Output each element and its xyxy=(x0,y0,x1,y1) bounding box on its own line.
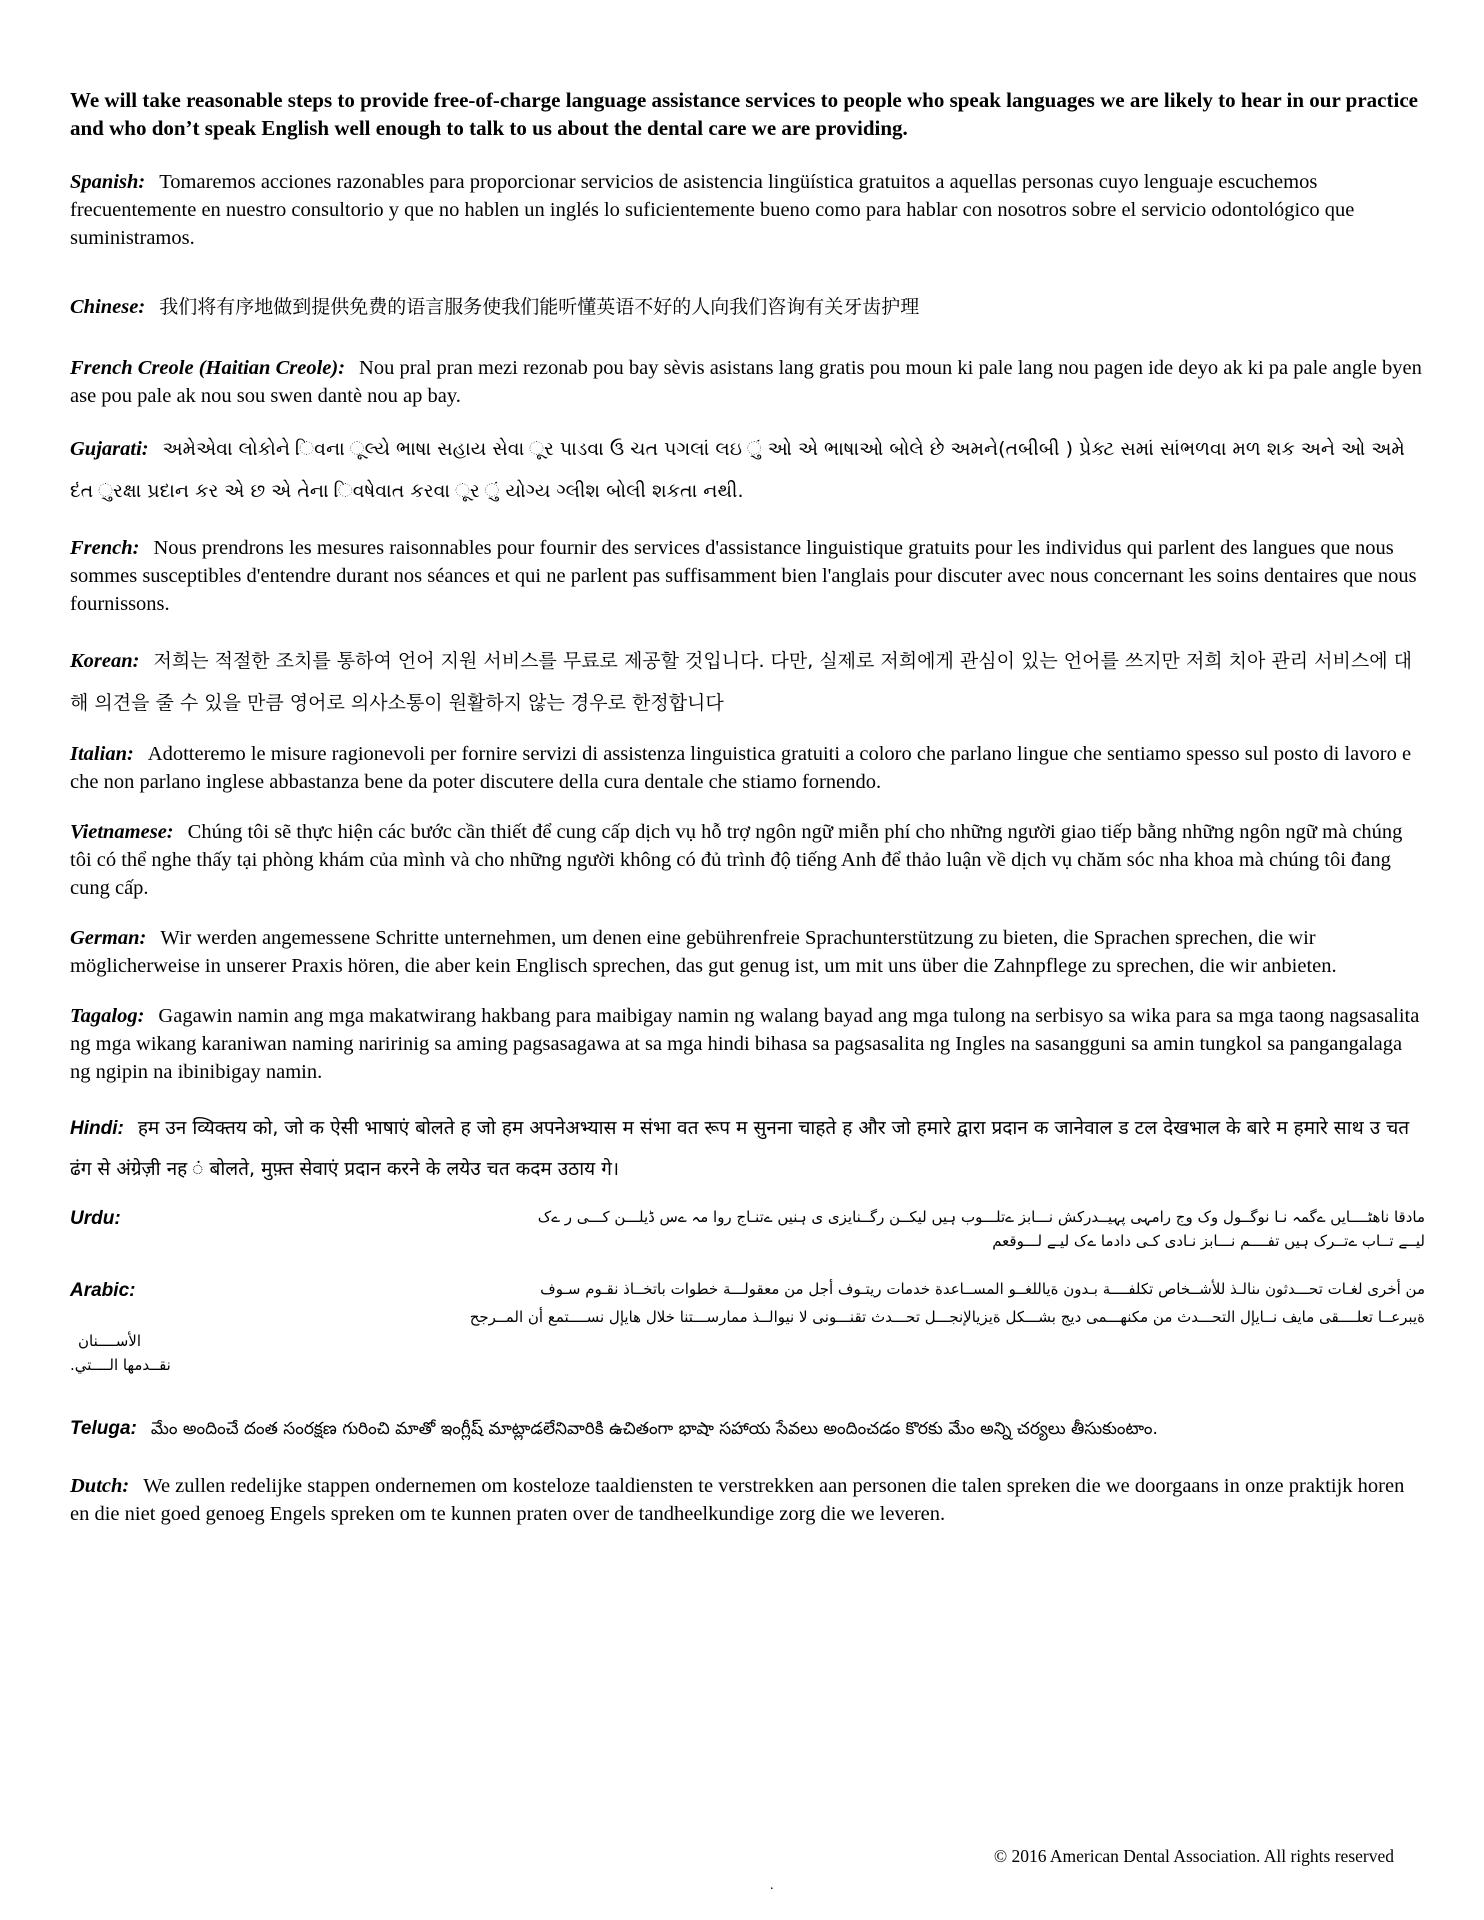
text-gujarati: અમેએવા લોકોને િવના ૂલ્યે ભાષા સહાય સેવા ૂર પાડવા ઉ ચત પગલાં લઇ ું ઓ એ ભાષાઓ બોલે છે અમને(તબીબી ) પ્રેક્ટ સમાં સાંભળવા મળ શક અને ઓ અમે દંત ુરક્ષા પ્રદાન કર એ છ એ તેના િવષેવાત કરવા ૂર ું યોગ્ય ગ્લીશ બોલી શકતા નથી. xyxy=(70,438,1405,502)
text-arabic-line-2: ةیبرعــا تعلــــقی مایف نــایإل التحـــدث من مكنهـــمی دیج بشـــكل ةیزیالإنجـــل تحـــدث تقنـــونی لا نیوالــذ ممارســـتنا خلال هایإل نســــتمع أن المــرجح xyxy=(469,1308,1425,1326)
page-dot: . xyxy=(770,1878,774,1893)
intro-statement: We will take reasonable steps to provide free-of-charge language assistance services to people who speak languages we are likely to hear in our practice and who don’t speak English well enough to talk to us about the dental care we are providing. xyxy=(70,88,1418,140)
label-chinese: Chinese: xyxy=(70,296,146,318)
label-spanish: Spanish: xyxy=(70,171,146,193)
label-tagalog: Tagalog: xyxy=(70,1005,145,1027)
text-arabic-line-3: الأســــنان xyxy=(78,1332,141,1350)
text-chinese: 我们将有序地做到提供免费的语言服务使我们能听懂英语不好的人向我们咨询有关牙齿护理 xyxy=(159,296,920,318)
notice-page xyxy=(70,86,1425,1528)
section-urdu xyxy=(70,1205,1425,1253)
text-arabic-line-4: .نقــدمها الــــتي xyxy=(70,1356,171,1374)
section-dutch xyxy=(70,1472,1425,1528)
text-vietnamese: Chúng tôi sẽ thực hiện các bước cần thiết để cung cấp dịch vụ hỗ trợ ngôn ngữ miễn phí cho những người giao tiếp bằng những ngôn ngữ mà chúng tôi có thể nghe thấy tại phòng khám của mình và cho những người không có đủ trình độ tiếng Anh để thảo luận về dịch vụ chăm sóc nha khoa mà chúng tôi đang cung cấp. xyxy=(70,821,1403,899)
label-italian: Italian: xyxy=(70,743,134,765)
text-tagalog: Gagawin namin ang mga makatwirang hakbang para maibigay namin ng walang bayad ang mga tulong na serbisyo sa wika para sa mga taong nagsasalita ng mga wikang karaniwan naming naririnig sa aming pagsasagawa at sa mga hindi bihasa sa pagsasalita ng Ingles na sasangguni sa amin tungkol sa pangangalaga ng ngipin na ibinibigay namin. xyxy=(70,1005,1420,1083)
text-spanish: Tomaremos acciones razonables para proporcionar servicios de asistencia lingüística gratuitos a aquellas personas cuyo lenguaje escuchemos frecuentemente en nuestro consultorio y que no hablen un inglés lo suficientemente bueno como para hablar con nosotros sobre el servicio odontológico que suministramos. xyxy=(70,171,1355,249)
label-teluga: Teluga: xyxy=(70,1418,137,1439)
text-italian: Adotteremo le misure ragionevoli per fornire servizi di assistenza linguistica gratuiti a coloro che parlano lingue che sentiamo spesso sul posto di lavoro e che non parlano inglese abbastanza bene da poter discutere della cura dentale che stiamo fornendo. xyxy=(70,743,1412,793)
section-french-creole xyxy=(70,354,1425,410)
copyright-footer: © 2016 American Dental Association. All rights reserved xyxy=(993,1846,1394,1866)
section-tagalog xyxy=(70,1002,1425,1086)
label-french-creole: French Creole (Haitian Creole): xyxy=(70,357,346,379)
text-korean: 저희는 적절한 조치를 통하여 언어 지원 서비스를 무료로 제공할 것입니다. 다만, 실제로 저희에게 관심이 있는 언어를 쓰지만 저희 치아 관리 서비스에 대해 의견을 줄 수 있을 만큼 영어로 의사소통이 원활하지 않는 경우로 한정합니다 xyxy=(70,650,1412,714)
text-german: Wir werden angemessene Schritte unternehmen, um denen eine gebührenfreie Sprachunterstützung zu bieten, die Sprachen sprechen, die wir möglicherweise in unserer Praxis hören, die aber kein Englisch sprechen, das gut genug ist, um mit uns über die Zahnpflege zu sprechen, die wir anbieten. xyxy=(70,927,1337,977)
label-arabic: Arabic: xyxy=(70,1280,136,1301)
section-vietnamese xyxy=(70,818,1425,902)
text-french-creole: Nou pral pran mezi rezonab pou bay sèvis asistans lang gratis pou moun ki pale lang nou pagen ide deyo ak ki pa pale angle byen ase pou pale ak nou sou swen dantè nou ap bay. xyxy=(70,357,1422,407)
label-german: German: xyxy=(70,927,147,949)
section-gujarati xyxy=(70,428,1425,512)
section-chinese xyxy=(70,286,1425,328)
label-vietnamese: Vietnamese: xyxy=(70,821,174,843)
section-german xyxy=(70,924,1425,980)
label-korean: Korean: xyxy=(70,650,140,672)
text-teluga: మేం అందించే దంత సంరక్షణ గురించి మాతో ఇంగ్లీష్ మాట్లాడలేనివారికి ఉచితంగా భాషా సహాయ సేవలు అందించడం కొరకు మేం అన్ని చర్యలు తీసుకుంటాం. xyxy=(150,1419,1158,1439)
text-urdu-line-2: لیــے تــاب ےتــرک ہیں تفــــم نـــابز نـادی کـی دادما ےک لیـے لـــوقعم xyxy=(992,1232,1425,1250)
label-urdu: Urdu: xyxy=(70,1208,121,1229)
text-french: Nous prendrons les mesures raisonnables pour fournir des services d'assistance linguistique gratuits pour les individus qui parlent des langues que nous sommes susceptibles d'entendre durant nos séances et qui ne parlent pas suffisamment bien l'anglais pour discuter avec nous concernant les soins dentaires que nous fournissons. xyxy=(70,537,1417,615)
section-french xyxy=(70,534,1425,618)
text-urdu-line-1: مادقا ناھٹــــایں ےگمہ نـا نوگــول وک وج رامہی پہیــدرکش نـــابز ےتلـــوب ہیں لیکــن رگــنایزی ی ہنیں ےتنـاج روا مہ ےس ڈیلـــن کـــی ر ےک xyxy=(537,1208,1425,1226)
section-korean xyxy=(70,640,1425,724)
label-french: French: xyxy=(70,537,140,559)
text-hindi: हम उन व्यिक्तय को, जो क ऐसी भाषाएं बोलते ह जो हम अपनेअभ्यास म संभा वत रूप म सुनना चाहते ह और जो हमारे द्वारा प्रदान क जानेवाल ड टल देखभाल के बारे म हमारे साथ उ चत ढंग से अंग्रेज़ी नह ं बोलते, मुफ़्त सेवाएं प्रदान करने के लयेउ चत कदम उठाय गे। xyxy=(70,1117,1410,1180)
text-arabic-line-1: من أخرى لغـات تحـــدثون ىنالـذ للأشــخاص تكلفــــة بـدون ةیاللغــو المســاعدة خدمات ریتـوف أجل من معقولـــة خطوات باتخــاذ نقـوم سـوف xyxy=(540,1280,1425,1298)
section-hindi xyxy=(70,1108,1425,1189)
label-gujarati: Gujarati: xyxy=(70,438,149,460)
text-dutch: We zullen redelijke stappen ondernemen om kosteloze taaldiensten te verstrekken aan personen die talen spreken die we doorgaans in onze praktijk horen en die niet goed genoeg Engels spreken om te kunnen praten over de tandheelkundige zorg die we leveren. xyxy=(70,1475,1405,1525)
label-hindi: Hindi: xyxy=(70,1118,124,1139)
section-italian xyxy=(70,740,1425,796)
section-teluga xyxy=(70,1407,1425,1450)
label-dutch: Dutch: xyxy=(70,1475,130,1497)
section-spanish xyxy=(70,168,1425,252)
section-arabic xyxy=(70,1277,1425,1377)
